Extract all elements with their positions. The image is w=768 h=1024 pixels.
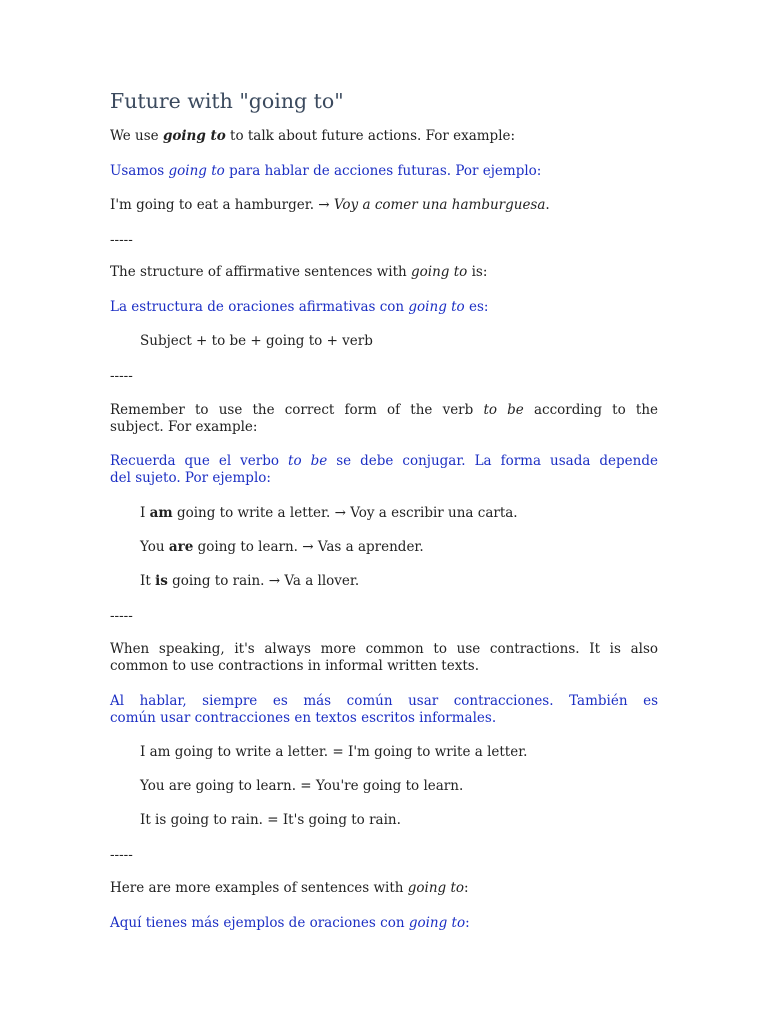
separator: ----- [110,608,133,624]
intro-english: We use going to to talk about future actions. For example: [110,128,516,144]
contractions-spanish-line2: común usar contracciones en textos escritos informales. [110,710,497,726]
contractions-spanish-line1: Al hablar, siempre es más común usar contracciones. También es [110,693,658,709]
more-examples-english: Here are more examples of sentences with going to: [110,880,469,896]
conjugation-spanish-line2: del sujeto. Por ejemplo: [110,470,271,486]
contractions-english-line1: When speaking, it's always more common to use contractions. It is also [110,641,658,657]
conjugation-spanish-line1: Recuerda que el verbo to be se debe conjugar. La forma usada depende [110,453,658,469]
contractions-english-line2: common to use contractions in informal written texts. [110,658,479,674]
conjugation-english-line1: Remember to use the correct form of the verb to be according to the [110,402,659,418]
intro-example: I'm going to eat a hamburger. → Voy a comer una hamburguesa. [110,197,550,213]
structure-spanish: La estructura de oraciones afirmativas con going to es: [110,299,489,315]
structure-english: The structure of affirmative sentences with going to is: [110,264,488,280]
conjugation-example: You are going to learn. → Vas a aprender. [140,539,424,555]
conjugation-english-line2: subject. For example: [110,419,258,435]
contraction-example: I am going to write a letter. = I'm going to write a letter. [140,744,528,760]
page-title: Future with "going to" [110,89,344,113]
separator: ----- [110,368,133,384]
separator: ----- [110,847,133,863]
conjugation-example: I am going to write a letter. → Voy a escribir una carta. [140,505,518,521]
separator: ----- [110,232,133,248]
intro-spanish: Usamos going to para hablar de acciones futuras. Por ejemplo: [110,163,542,179]
contraction-example: You are going to learn. = You're going to learn. [140,778,464,794]
contraction-example: It is going to rain. = It's going to rain. [140,812,401,828]
conjugation-example: It is going to rain. → Va a llover. [140,573,360,589]
more-examples-spanish: Aquí tienes más ejemplos de oraciones con going to: [110,915,470,931]
structure-formula: Subject + to be + going to + verb [140,333,373,349]
